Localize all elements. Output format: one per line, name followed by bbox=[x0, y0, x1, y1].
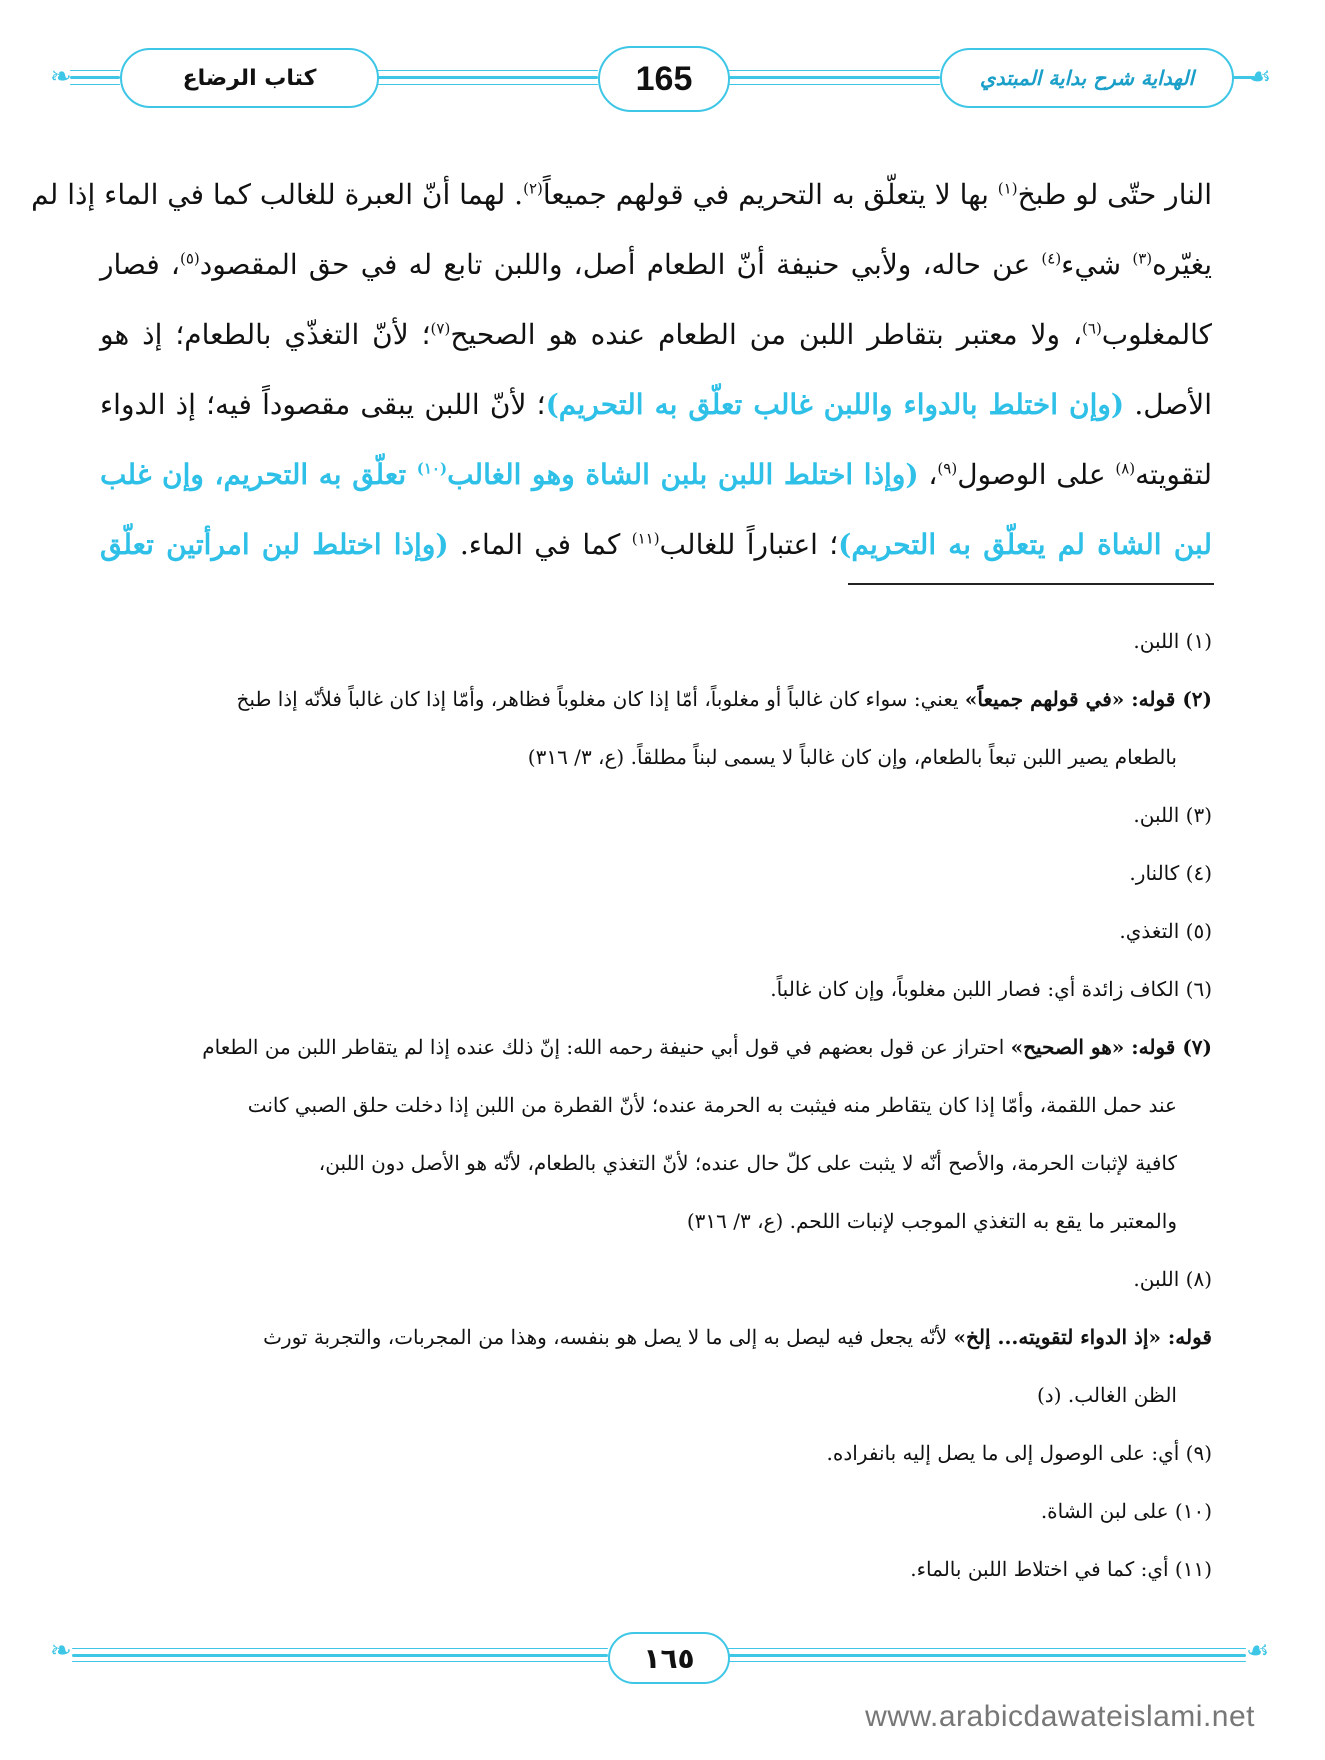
header-ornament-line bbox=[375, 76, 598, 79]
book-title: كتاب الرضاع bbox=[182, 65, 317, 91]
footnote-11 bbox=[100, 1540, 1212, 1598]
footnote-marker[interactable]: (١) bbox=[997, 179, 1018, 198]
series-title-pill bbox=[940, 48, 1234, 108]
footer-ornament-line bbox=[726, 1661, 1246, 1662]
footnote-10 bbox=[100, 1482, 1212, 1540]
footnote-marker[interactable]: (١١) bbox=[631, 529, 660, 548]
footnote-text: (٨) اللبن. bbox=[1133, 1267, 1212, 1291]
website-url: www.arabicdawateislami.net bbox=[865, 1700, 1255, 1733]
footnote-2 bbox=[100, 670, 1212, 786]
main-text-line bbox=[100, 370, 1212, 440]
text-run: كالمغلوب bbox=[1101, 318, 1212, 351]
series-title-logo: الهداية شرح بداية المبتدي bbox=[979, 66, 1195, 90]
book-title-pill bbox=[120, 48, 379, 108]
footnote-8 bbox=[100, 1250, 1212, 1308]
footnote-3 bbox=[100, 786, 1212, 844]
footnote-marker[interactable]: (٨) bbox=[1115, 459, 1136, 478]
page-number: 165 bbox=[635, 59, 693, 98]
footnote-text: (٣) اللبن. bbox=[1133, 803, 1212, 827]
ornament-curl-icon: ❧ bbox=[50, 62, 72, 92]
header-ornament-line bbox=[726, 70, 940, 71]
footer-page-number: ١٦٥ bbox=[643, 1641, 695, 1675]
footnote-text: يعني: سواء كان غالباً أو مغلوباً، أمّا إذا كان مغلوباً فظاهر، وأمّا إذا كان غالباً فلأنّه إذا طبخ bbox=[236, 687, 965, 711]
main-text-line bbox=[100, 510, 1212, 580]
footnote-text: (٥) التغذي. bbox=[1119, 919, 1212, 943]
main-text bbox=[31, 160, 1213, 580]
footnote-marker[interactable]: (٥) bbox=[179, 249, 200, 268]
text-run: . لهما أنّ العبرة للغالب كما في الماء إذا لم bbox=[31, 178, 524, 211]
footnote-text: (١١) أي: كما في اختلاط اللبن بالماء. bbox=[910, 1557, 1212, 1581]
footnote-marker[interactable]: (٤) bbox=[1041, 249, 1062, 268]
footnote-lead: (٧) قوله: «هو الصحيح» bbox=[1010, 1035, 1212, 1059]
footer-ornament-line bbox=[726, 1654, 1246, 1657]
header-ornament-line bbox=[70, 76, 120, 79]
footnote-1 bbox=[100, 612, 1212, 670]
footnote-5 bbox=[100, 902, 1212, 960]
text-run: لتقويته bbox=[1135, 458, 1213, 491]
footnote-marker[interactable]: (٧) bbox=[430, 319, 451, 338]
text-run: ؛ لأنّ اللبن يبقى مقصوداً فيه؛ إذ الدواء bbox=[100, 388, 546, 421]
footnote-marker[interactable]: (٩) bbox=[937, 459, 958, 478]
footnote-line bbox=[100, 1018, 1212, 1076]
page-number-pill bbox=[598, 46, 730, 112]
text-run: عن حاله، ولأبي حنيفة أنّ الطعام أصل، واللبن تابع له في حق المقصود bbox=[199, 248, 1042, 281]
text-run: ؛ اعتباراً للغالب bbox=[659, 528, 839, 561]
footnote-lead: قوله: «إذ الدواء لتقويته... إلخ» bbox=[953, 1325, 1212, 1349]
footnote-8b bbox=[100, 1308, 1212, 1424]
text-run: شيء bbox=[1061, 248, 1133, 281]
footnote-9 bbox=[100, 1424, 1212, 1482]
footnote-line bbox=[100, 1308, 1212, 1366]
footnote-text: (٩) أي: على الوصول إلى ما يصل إليه بانفراده. bbox=[826, 1441, 1212, 1465]
footnote-marker[interactable]: (٣) bbox=[1132, 249, 1153, 268]
footnote-6 bbox=[100, 960, 1212, 1018]
footer-page-pill bbox=[608, 1632, 730, 1684]
matn-highlight: لبن الشاة لم يتعلّق به التحريم) bbox=[838, 528, 1213, 561]
header-ornament-line bbox=[375, 70, 598, 71]
matn-highlight: (وإذا اختلط اللبن بلبن الشاة وهو الغالب bbox=[447, 458, 919, 491]
footnote-text: (٦) الكاف زائدة أي: فصار اللبن مغلوباً، وإن كان غالباً. bbox=[770, 977, 1212, 1001]
footnote-line bbox=[100, 670, 1212, 728]
footnote-text: لأنّه يجعل فيه ليصل به إلى ما لا يصل هو بنفسه، وهذا من المجربات، والتجربة تورث bbox=[263, 1325, 954, 1349]
ornament-curl-icon: ☙ bbox=[1246, 1636, 1270, 1666]
header-ornament-line bbox=[726, 84, 940, 85]
text-run: على الوصول bbox=[957, 458, 1116, 491]
text-run: الأصل. bbox=[1124, 388, 1213, 421]
footnote-line: بالطعام يصير اللبن تبعاً بالطعام، وإن كان غالباً لا يسمى لبناً مطلقاً. (ع، ٣/ ٣١٦) bbox=[527, 745, 1177, 769]
matn-highlight: (وإذا اختلط لبن امرأتين تعلّق bbox=[100, 528, 449, 561]
footnote-text: احتراز عن قول بعضهم في قول أبي حنيفة رحمه الله: إنّ ذلك عنده إذا لم يتقاطر اللبن من الطعام bbox=[202, 1035, 1011, 1059]
footnote-line: عند حمل اللقمة، وأمّا إذا كان يتقاطر منه فيثبت به الحرمة عنده؛ لأنّ القطرة من اللبن إذا دخلت حلق الصبي كانت bbox=[247, 1093, 1177, 1117]
footer-ornament-line bbox=[72, 1648, 608, 1649]
ornament-curl-icon: ☙ bbox=[1248, 62, 1272, 92]
header-ornament-line bbox=[726, 76, 940, 79]
footnote-text: (٤) كالنار. bbox=[1129, 861, 1212, 885]
header-ornament-line bbox=[375, 84, 598, 85]
footer-ornament-line bbox=[72, 1654, 608, 1657]
footer-ornament-line bbox=[726, 1648, 1246, 1649]
footnote-divider bbox=[848, 583, 1214, 585]
text-run: يغيّره bbox=[1152, 248, 1213, 281]
footnote-text: (١) اللبن. bbox=[1133, 629, 1212, 653]
text-run: ، ولا معتبر بتقاطر اللبن من الطعام عنده هو الصحيح bbox=[450, 318, 1083, 351]
matn-highlight: تعلّق به التحريم، وإن غلب bbox=[100, 458, 417, 491]
footnote-marker[interactable]: (٢) bbox=[523, 179, 543, 198]
footnote-7 bbox=[100, 1018, 1212, 1250]
header-ornament-line bbox=[70, 84, 120, 85]
matn-highlight: (وإن اختلط بالدواء واللبن غالب تعلّق به التحريم) bbox=[545, 388, 1125, 421]
footnote-marker[interactable]: (٦) bbox=[1082, 319, 1102, 338]
header-ornament-line bbox=[70, 70, 120, 71]
text-run: النار حتّى لو طبخ bbox=[1017, 178, 1212, 211]
footnotes bbox=[100, 612, 1212, 1598]
main-text-line bbox=[100, 300, 1212, 370]
footnote-text: (١٠) على لبن الشاة. bbox=[1040, 1499, 1212, 1523]
main-text-line bbox=[100, 440, 1212, 510]
footnote-lead: (٢) قوله: «في قولهم جميعاً» bbox=[964, 687, 1212, 711]
footnote-marker[interactable]: (١٠) bbox=[416, 459, 448, 478]
main-text-line bbox=[100, 230, 1212, 300]
text-run: ، فصار bbox=[100, 248, 180, 281]
footnote-line: والمعتبر ما يقع به التغذي الموجب لإنبات اللحم. (ع، ٣/ ٣١٦) bbox=[686, 1209, 1177, 1233]
main-text-line bbox=[31, 160, 1212, 230]
text-run: بها لا يتعلّق به التحريم في قولهم جميعاً bbox=[542, 178, 998, 211]
text-run: كما في الماء. bbox=[448, 528, 632, 561]
footnote-4 bbox=[100, 844, 1212, 902]
footer-ornament-line bbox=[72, 1661, 608, 1662]
footnote-line: كافية لإثبات الحرمة، والأصح أنّه لا يثبت على كلّ حال عنده؛ لأنّ التغذي بالطعام، لأنّه هو الأصل دون اللبن، bbox=[318, 1151, 1177, 1175]
text-run: ، bbox=[918, 458, 938, 491]
ornament-curl-icon: ❧ bbox=[50, 1636, 72, 1666]
footnote-line: الظن الغالب. (د) bbox=[1037, 1383, 1177, 1407]
text-run: ؛ لأنّ التغذّي بالطعام؛ إذ هو bbox=[100, 318, 431, 351]
page-header bbox=[50, 42, 1275, 114]
page-footer bbox=[50, 1630, 1275, 1690]
